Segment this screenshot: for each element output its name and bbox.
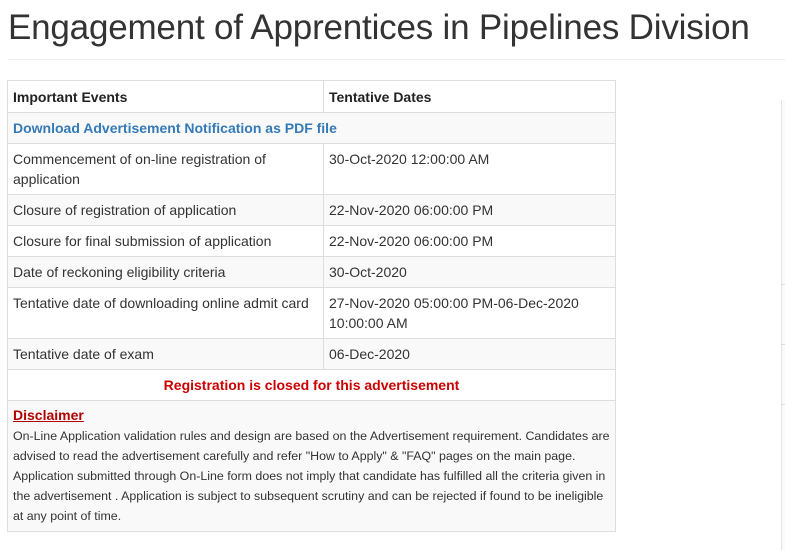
disclaimer-text: On-Line Application validation rules and design are based on the Advertisement requirement. Candidates are advised to read the advertisement carefully and refer "How to Apply" & "FAQ" pages on the main page. Application submitted through On-Line form does not imply that candidate has fulfilled all the criteria given in the advertisement . Application is subject to subsequent scrutiny and can be rejected if found to be ineligible at any point of time. [13,429,610,523]
download-row [8,113,616,144]
download-advertisement-link[interactable]: Download Advertisement Notification as PDF file [13,120,337,136]
header-tentative-dates: Tentative Dates [324,81,616,113]
sidebar-divider [781,404,785,405]
date-cell: 30-Oct-2020 12:00:00 AM [324,144,616,195]
table-header-row [8,81,616,113]
event-cell: Closure of registration of application [8,195,324,226]
disclaimer-heading: Disclaimer [13,407,84,423]
registration-status-row [8,370,616,401]
registration-closed-message: Registration is closed for this advertisement [8,370,616,401]
table-row [8,226,616,257]
title-divider [8,59,785,60]
date-cell: 27-Nov-2020 05:00:00 PM-06-Dec-2020 10:00:00 AM [324,288,616,339]
event-cell: Tentative date of downloading online admit card [8,288,324,339]
important-events-table [7,80,616,532]
header-important-events: Important Events [8,81,324,113]
event-cell: Tentative date of exam [8,339,324,370]
table-row [8,144,616,195]
page-title: Engagement of Apprentices in Pipelines Division [8,8,750,47]
date-cell: 30-Oct-2020 [324,257,616,288]
date-cell: 06-Dec-2020 [324,339,616,370]
date-cell: 22-Nov-2020 06:00:00 PM [324,195,616,226]
table-row [8,339,616,370]
disclaimer-cell [8,401,616,532]
table-row [8,257,616,288]
right-sidebar-edge [781,100,785,550]
download-cell [8,113,616,144]
date-cell: 22-Nov-2020 06:00:00 PM [324,226,616,257]
sidebar-divider [781,344,785,345]
table-row [8,288,616,339]
disclaimer-row [8,401,616,532]
event-cell: Closure for final submission of application [8,226,324,257]
table-row [8,195,616,226]
event-cell: Commencement of on-line registration of application [8,144,324,195]
event-cell: Date of reckoning eligibility criteria [8,257,324,288]
sidebar-divider [781,284,785,285]
